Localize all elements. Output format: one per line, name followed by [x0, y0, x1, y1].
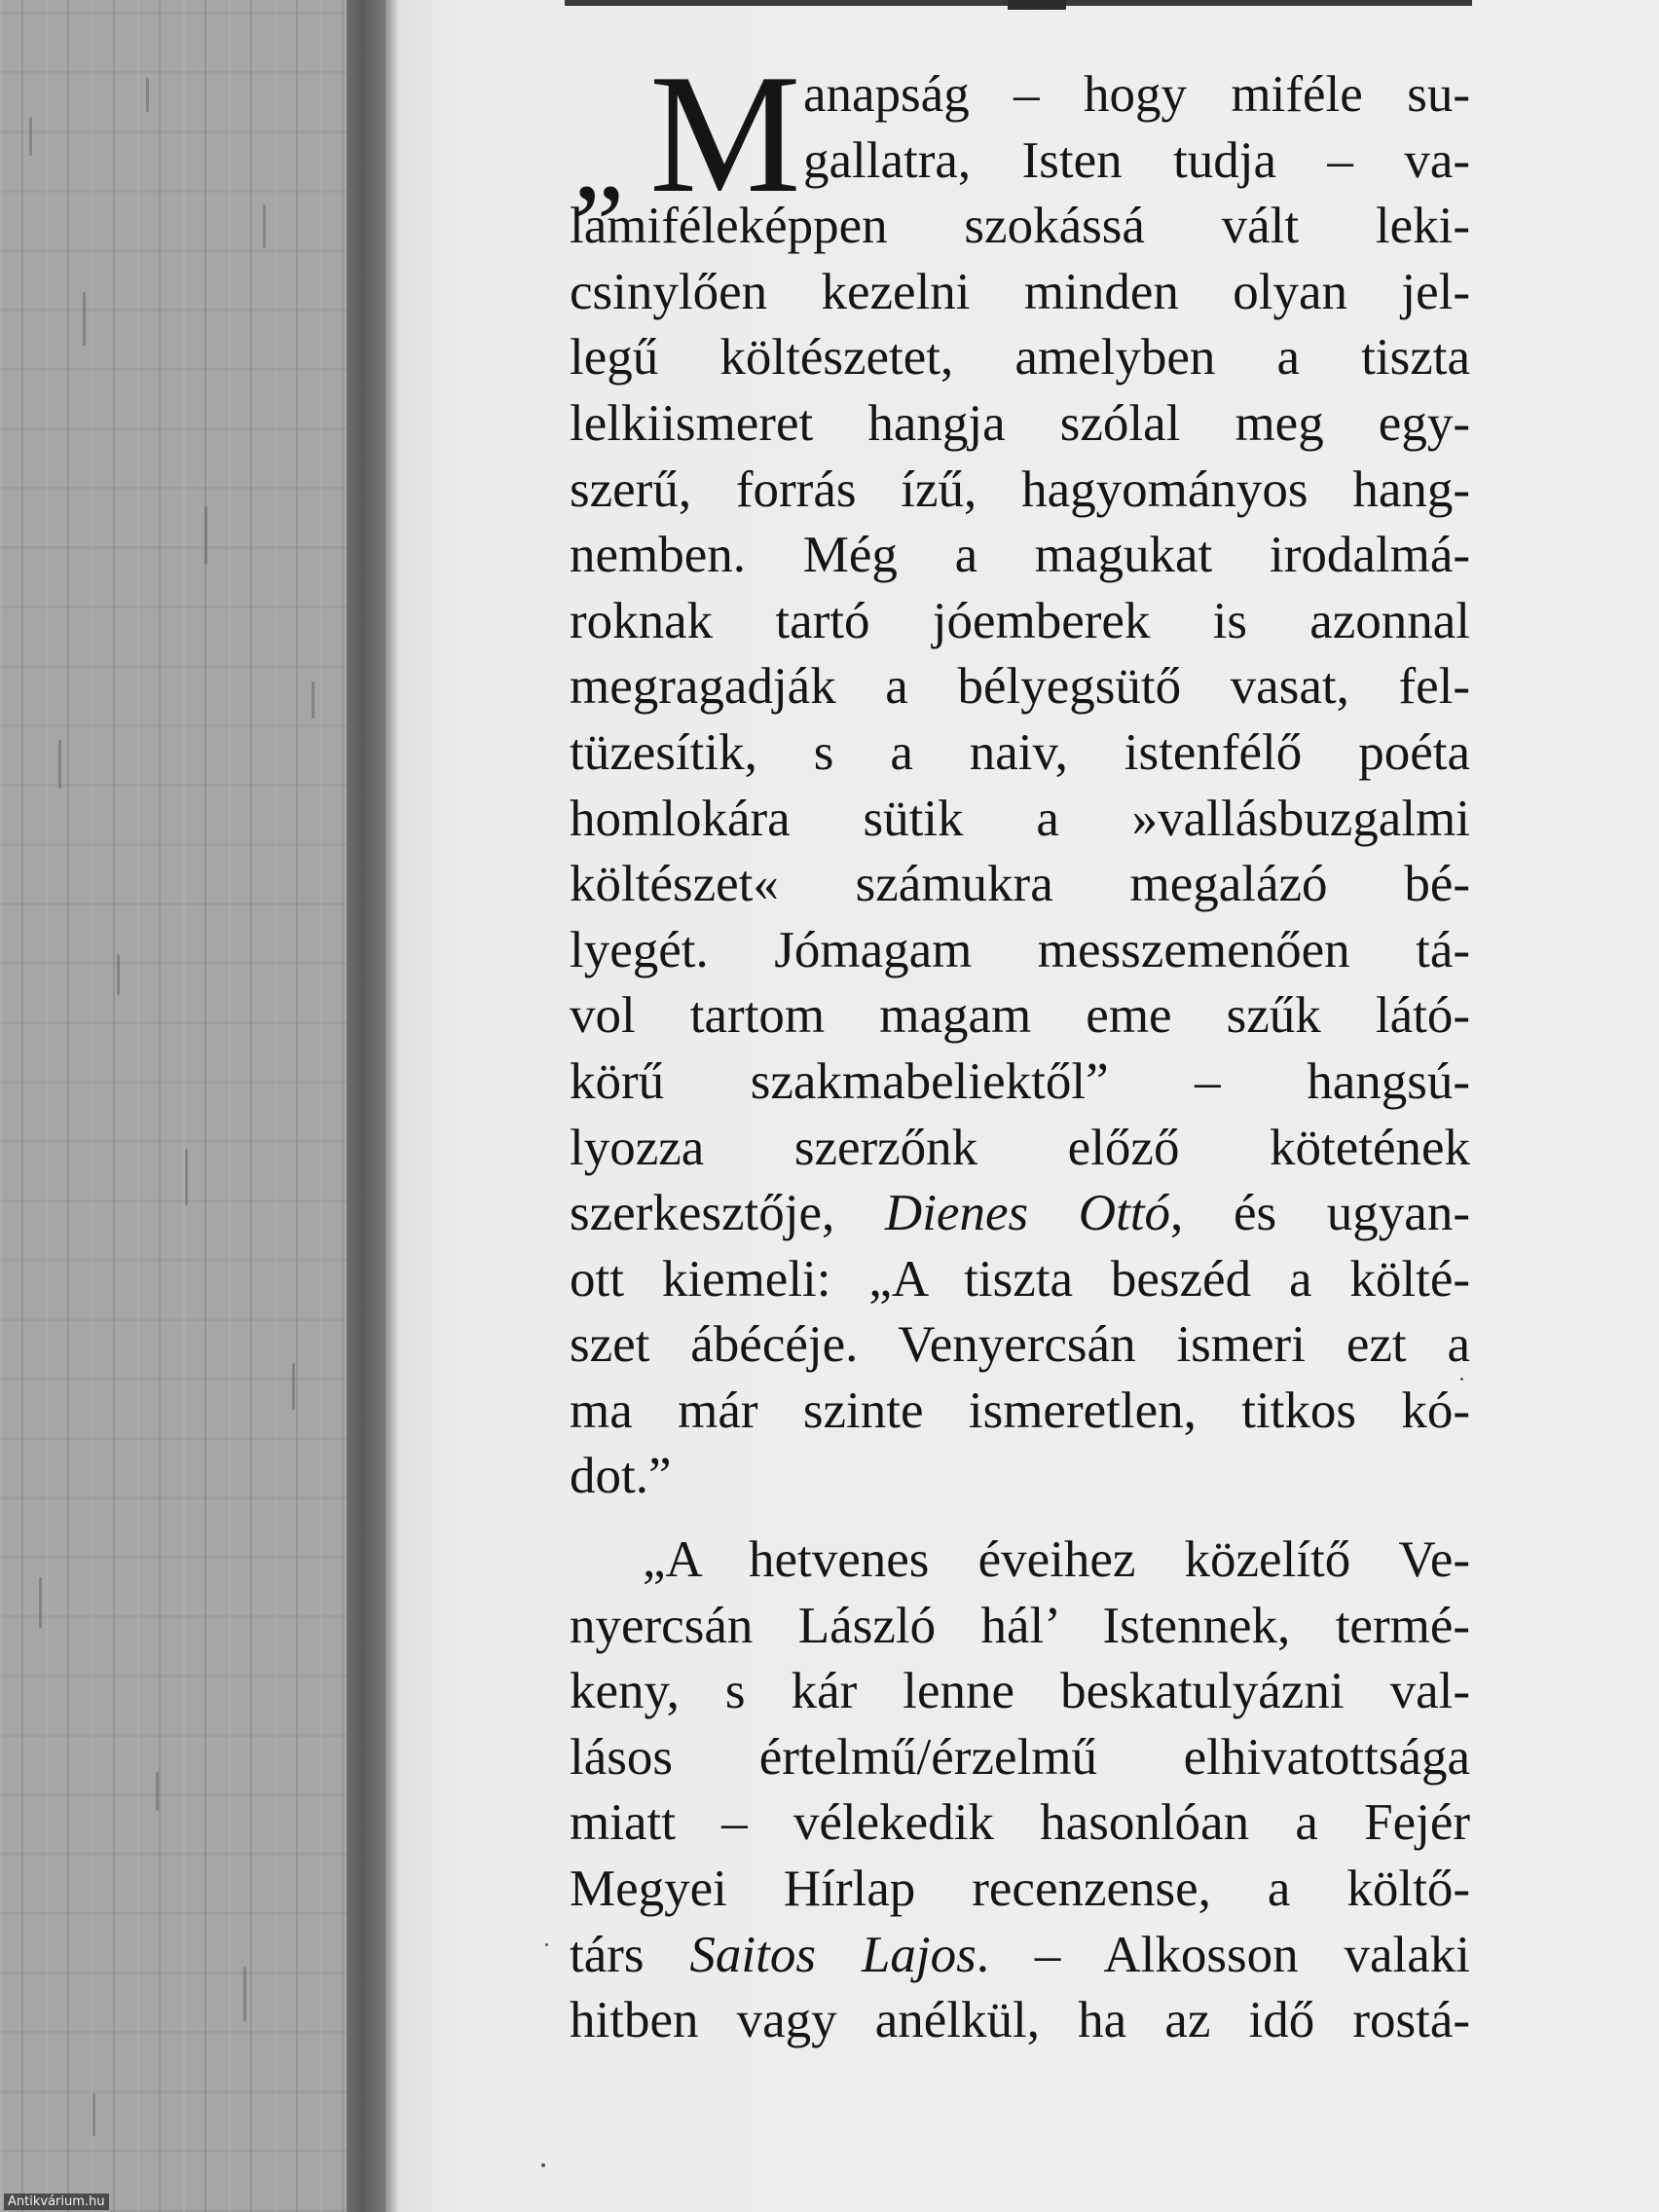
page-gutter-shadow	[386, 0, 399, 2212]
page-speck	[1460, 1378, 1463, 1381]
page-speck	[545, 1943, 548, 1946]
wood-grain-mark	[204, 506, 207, 565]
text-line: anapság – hogy miféle su-	[803, 66, 1470, 123]
text-fragment: , és ugyan-	[1170, 1185, 1470, 1242]
text-line: szerű, forrás ízű, hagyományos hang-	[570, 461, 1470, 518]
text-line: ott kiemeli: „A tiszta beszéd a költé-	[570, 1250, 1470, 1308]
text-line: költészet« számukra megalázó bé-	[570, 856, 1470, 913]
wood-grain-mark	[92, 2093, 95, 2136]
text-fragment: szerkesztője,	[570, 1185, 885, 1242]
text-line: körű szakmabeliektől” – hangsú-	[570, 1052, 1470, 1110]
wood-grain-mark	[243, 1967, 246, 2021]
text-line: lyegét. Jómagam messzemenően tá-	[570, 921, 1470, 978]
critic-name: Saitos Lajos	[689, 1926, 977, 1983]
text-line: csinylően kezelni minden olyan jel-	[570, 263, 1470, 320]
text-line: „A hetvenes éveihez közelítő Ve-	[643, 1531, 1470, 1589]
text-line: lásos értelmű/érzelmű elhivatottsága	[570, 1728, 1470, 1786]
drop-cap	[570, 39, 803, 228]
text-line-critic	[570, 1923, 1470, 1989]
text-line: roknak tartó jóemberek is azonnal	[570, 592, 1470, 649]
wood-grain-mark	[58, 740, 61, 789]
text-line: keny, s kár lenne beskatulyázni val-	[570, 1663, 1470, 1720]
text-line: gallatra, Isten tudja – va-	[803, 131, 1470, 189]
wood-grain-mark	[185, 1149, 188, 1205]
text-line: ma már szinte ismeretlen, titkos kó-	[570, 1382, 1470, 1439]
drop-cap-opening-quote: „	[572, 94, 625, 224]
text-fragment: . – Alkosson valaki	[976, 1926, 1470, 1983]
text-line: hitben vagy anélkül, ha az idő rostá-	[570, 1992, 1470, 2049]
wood-grain-mark	[29, 117, 32, 156]
text-line: Megyei Hírlap recenzense, a költő-	[570, 1861, 1470, 1918]
text-line: legű költészetet, amelyben a tiszta	[570, 329, 1470, 387]
text-line-editor	[570, 1181, 1470, 1247]
text-line: nemben. Még a magukat irodalmá-	[570, 527, 1470, 584]
drop-cap-letter: M	[649, 39, 801, 228]
wood-grain-mark	[146, 78, 149, 112]
text-line: vol tartom magam eme szűk látó-	[570, 987, 1470, 1045]
text-line: lelkiismeret hangja szólal meg egy-	[570, 394, 1470, 452]
wood-grain-mark	[312, 682, 314, 719]
wood-grain-mark	[39, 1577, 42, 1628]
paragraph-gap	[570, 1510, 1470, 1528]
text-line: megragadják a bélyegsütő vasat, fel-	[570, 658, 1470, 716]
wood-grain-mark	[117, 954, 120, 995]
wood-grain-mark	[292, 1363, 295, 1410]
wood-grain-mark	[263, 204, 266, 248]
text-line: lyozza szerzőnk előző kötetének	[570, 1119, 1470, 1176]
page-speck	[541, 2163, 545, 2167]
wood-grain-mark	[156, 1772, 159, 1811]
watermark: Antikvárium.hu	[4, 2194, 109, 2210]
book-cover-edge	[347, 0, 386, 2212]
text-line: szet ábécéje. Venyercsán ismeri ezt a	[570, 1316, 1470, 1374]
text-line: tüzesítik, s a naiv, istenfélő poéta	[570, 723, 1470, 781]
top-rule-notch	[1008, 0, 1066, 10]
wood-grain-mark	[83, 292, 86, 346]
table-surface	[0, 0, 350, 2212]
body-text	[570, 39, 1470, 2054]
text-line: miatt – vélekedik hasonlóan a Fejér	[570, 1794, 1470, 1852]
text-line: lamiféleképpen szokássá vált leki-	[570, 198, 1470, 255]
text-line: dot.”	[570, 1448, 672, 1505]
text-line: homlokára sütik a »vallásbuzgalmi	[570, 790, 1470, 847]
text-line: nyercsán László hál’ Istennek, termé-	[570, 1597, 1470, 1654]
text-fragment: társ	[570, 1926, 690, 1983]
editor-name: Dienes Ottó	[884, 1185, 1171, 1242]
